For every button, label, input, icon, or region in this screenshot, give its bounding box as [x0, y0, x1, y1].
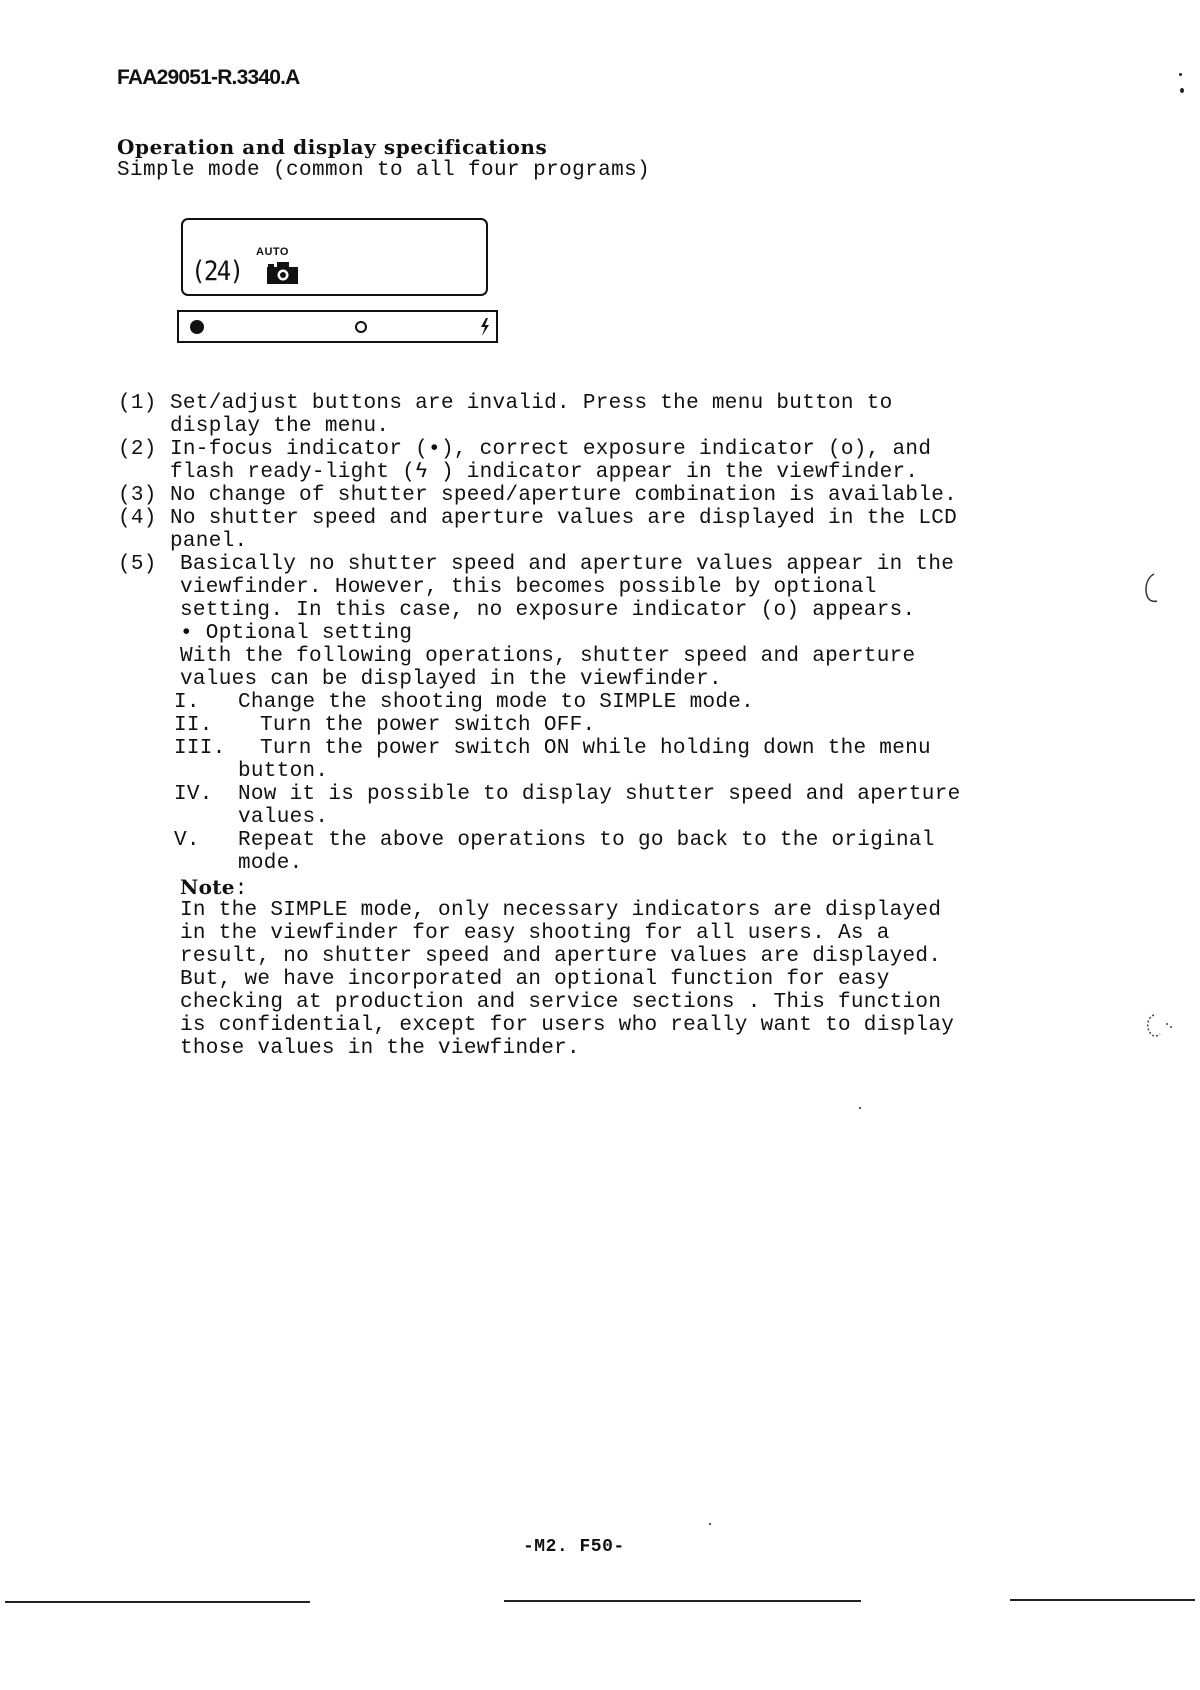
document-id: FAA29051-R.3340.A — [117, 66, 300, 89]
item-text-line: viewfinder. However, this becomes possible by optional — [180, 576, 877, 599]
section-title: Operation and display specifications — [117, 135, 548, 159]
bottom-rule — [504, 1600, 861, 1602]
step-numeral: IV. — [174, 783, 213, 806]
exposure-circle-icon — [355, 321, 367, 333]
step-text-line: Turn the power switch OFF. — [260, 714, 596, 737]
step-text-line: Repeat the above operations to go back to the original — [238, 829, 935, 852]
item-text-line: setting. In this case, no exposure indicator (o) appears. — [180, 599, 916, 622]
step-numeral: III. — [174, 737, 226, 760]
step-text-line: button. — [238, 760, 329, 783]
bottom-rule — [1010, 1599, 1195, 1601]
step-numeral: I. — [174, 691, 200, 714]
step-text-line: Change the shooting mode to SIMPLE mode. — [238, 691, 755, 714]
flash-bolt-icon — [479, 318, 491, 336]
optional-intro-line: values can be displayed in the viewfinder. — [180, 668, 722, 691]
step-text-line: mode. — [238, 852, 303, 875]
optional-setting-heading: • Optional setting — [180, 622, 413, 645]
scan-speck — [709, 1523, 711, 1525]
in-focus-dot-icon — [190, 320, 204, 334]
step-text-line: Turn the power switch ON while holding down the menu — [260, 737, 931, 760]
note-text-line: In the SIMPLE mode, only necessary indicators are displayed — [180, 899, 942, 922]
lcd-frame-counter: (24) — [191, 256, 243, 287]
section-subtitle: Simple mode (common to all four programs) — [117, 159, 651, 182]
item-text-line: display the menu. — [170, 415, 390, 438]
optional-intro-line: With the following operations, shutter speed and aperture — [180, 645, 916, 668]
item-text-line: flash ready-light (ϟ ) indicator appear in the viewfinder. — [170, 461, 919, 484]
note-text-line: those values in the viewfinder. — [180, 1037, 580, 1060]
item-text-line: No shutter speed and aperture values are displayed in the LCD — [170, 507, 958, 530]
scan-margin-mark — [1140, 570, 1160, 606]
step-numeral: II. — [174, 714, 213, 737]
scan-margin-mark — [1140, 1010, 1176, 1040]
item-text-line: No change of shutter speed/aperture combination is available. — [170, 484, 958, 507]
scan-speck — [859, 1107, 861, 1109]
item-text-line: Basically no shutter speed and aperture values appear in the — [180, 553, 955, 576]
item-number: (1) — [118, 392, 157, 415]
item-number: (5) — [118, 553, 157, 576]
lcd-panel-diagram — [181, 218, 488, 296]
item-number: (2) — [118, 438, 157, 461]
scan-speck — [1180, 88, 1184, 93]
step-text-line: Now it is possible to display shutter speed and aperture — [238, 783, 961, 806]
item-text-line: panel. — [170, 530, 248, 553]
item-number: (3) — [118, 484, 157, 507]
note-text-line: result, no shutter speed and aperture values are displayed. — [180, 945, 942, 968]
note-heading — [180, 877, 248, 900]
note-colon: : — [234, 878, 248, 901]
item-text-line: In-focus indicator (•), correct exposure indicator (o), and — [170, 438, 932, 461]
note-label: Note — [180, 875, 235, 899]
item-number: (4) — [118, 507, 157, 530]
bottom-rule — [5, 1601, 310, 1603]
page-marker: -M2. F50- — [523, 1537, 625, 1557]
note-text-line: checking at production and service sections . This function — [180, 991, 942, 1014]
note-text-line: But, we have incorporated an optional function for easy — [180, 968, 890, 991]
lcd-auto-label: AUTO — [256, 246, 289, 258]
step-numeral: V. — [174, 829, 200, 852]
note-text-line: in the viewfinder for easy shooting for all users. As a — [180, 922, 890, 945]
camera-icon — [266, 261, 300, 285]
item-text-line: Set/adjust buttons are invalid. Press the menu button to — [170, 392, 893, 415]
step-text-line: values. — [238, 806, 329, 829]
viewfinder-indicator-strip — [177, 310, 498, 343]
note-text-line: is confidential, except for users who really want to display — [180, 1014, 955, 1037]
scan-speck — [1179, 73, 1182, 76]
